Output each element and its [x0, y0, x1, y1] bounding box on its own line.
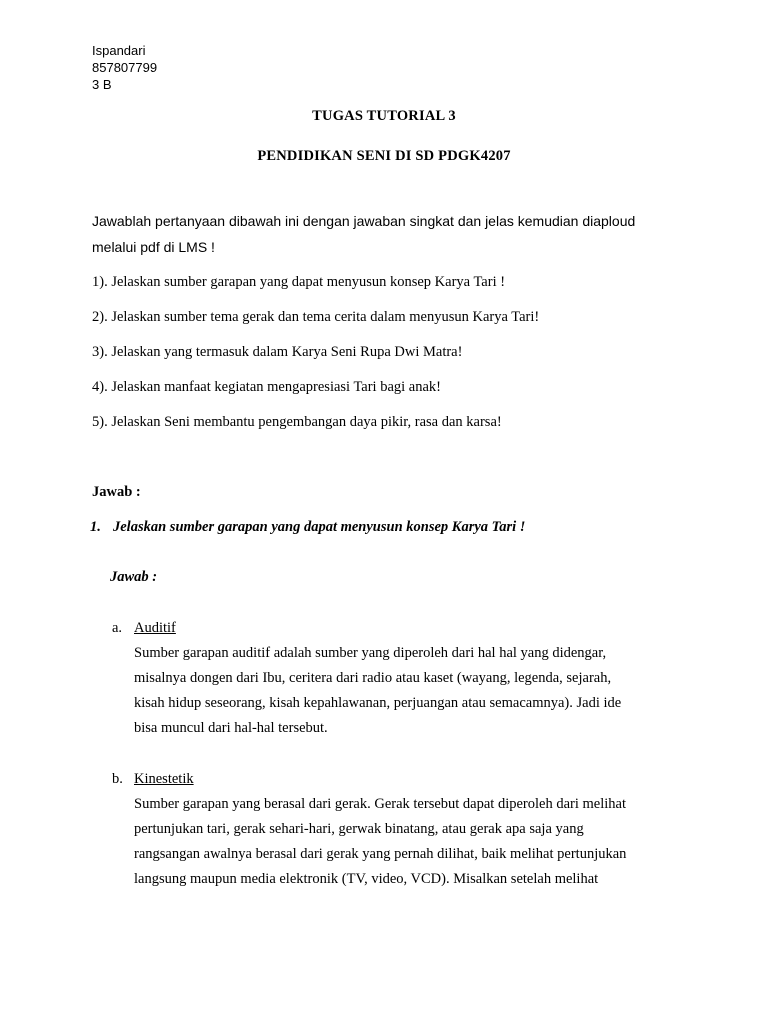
document-title: TUGAS TUTORIAL 3	[312, 108, 456, 124]
question-4: 4). Jelaskan manfaat kegiatan mengapresiasi Tari bagi anak!	[92, 379, 441, 395]
question-5: 5). Jelaskan Seni membantu pengembangan daya pikir, rasa dan karsa!	[92, 414, 502, 430]
item-b-line: rangsangan awalnya berasal dari gerak yang pernah dilihat, baik melihat pertunjukan	[134, 846, 627, 862]
item-a-line: misalnya dongen dari Ibu, ceritera dari radio atau kaset (wayang, legenda, sejarah,	[134, 670, 612, 686]
instruction-line-1: Jawablah pertanyaan dibawah ini dengan jawaban singkat dan jelas kemudian diaploud	[92, 213, 636, 229]
answer-1-jawab-label: Jawab :	[110, 569, 158, 585]
item-a-title: Auditif	[134, 620, 176, 636]
item-b-line: pertunjukan tari, gerak sehari-hari, gerwak binatang, atau gerak apa saja yang	[134, 821, 584, 837]
question-3: 3). Jelaskan yang termasuk dalam Karya Seni Rupa Dwi Matra!	[92, 344, 463, 360]
item-b-line: Sumber garapan yang berasal dari gerak. Gerak tersebut dapat diperoleh dari melihat	[134, 796, 626, 812]
item-a-line: kisah hidup seseorang, kisah kepahlawanan, perjuangan atau semacamnya). Jadi ide	[134, 695, 622, 711]
answer-1-number: 1.	[90, 519, 101, 535]
item-a-line: bisa muncul dari hal-hal tersebut.	[134, 720, 328, 736]
answer-1-question: Jelaskan sumber garapan yang dapat menyusun konsep Karya Tari !	[113, 519, 526, 535]
item-b-title: Kinestetik	[134, 771, 194, 787]
question-2: 2). Jelaskan sumber tema gerak dan tema cerita dalam menyusun Karya Tari!	[92, 309, 540, 325]
item-b-marker: b.	[112, 771, 123, 787]
instruction-line-2: melalui pdf di LMS !	[92, 239, 215, 255]
student-class: 3 B	[92, 77, 112, 92]
student-name: Ispandari	[92, 43, 146, 58]
item-b-line: langsung maupun media elektronik (TV, video, VCD). Misalkan setelah melihat	[134, 871, 599, 887]
student-id: 857807799	[92, 60, 158, 75]
answer-heading: Jawab :	[92, 484, 141, 500]
item-a-line: Sumber garapan auditif adalah sumber yang diperoleh dari hal hal yang didengar,	[134, 645, 607, 661]
document-subtitle: PENDIDIKAN SENI DI SD PDGK4207	[257, 148, 511, 164]
item-a-marker: a.	[112, 620, 123, 636]
question-1: 1). Jelaskan sumber garapan yang dapat menyusun konsep Karya Tari !	[92, 274, 506, 290]
